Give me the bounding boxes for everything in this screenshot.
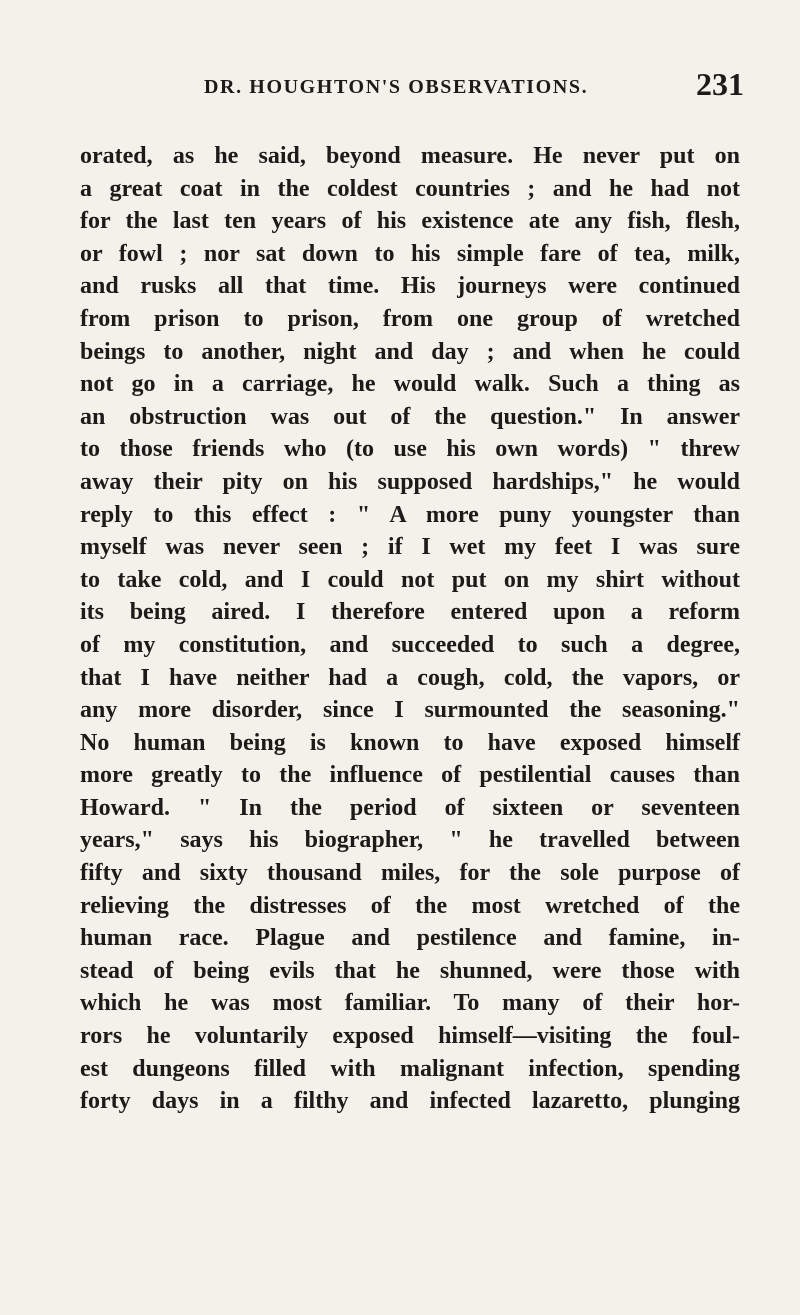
text-line: its being aired. I therefore entered upon a reform: [80, 599, 740, 626]
text-line: stead of being evils that he shunned, were those with: [80, 957, 740, 984]
text-line: which he was most familiar. To many of their hor-: [80, 990, 740, 1017]
text-line: forty days in a filthy and infected lazaretto, plunging: [80, 1088, 740, 1115]
text-line: away their pity on his supposed hardships," he would: [80, 468, 740, 495]
text-line: to take cold, and I could not put on my shirt without: [80, 566, 740, 593]
text-line: No human being is known to have exposed himself: [80, 729, 740, 756]
text-line: human race. Plague and pestilence and famine, in-: [80, 925, 740, 952]
text-line: any more disorder, since I surmounted the seasoning.": [80, 697, 740, 724]
text-line: not go in a carriage, he would walk. Such a thing as: [80, 371, 740, 398]
text-line: years," says his biographer, " he travelled between: [80, 827, 740, 854]
text-line: a great coat in the coldest countries ; and he had not: [80, 175, 740, 202]
text-line: beings to another, night and day ; and when he could: [80, 338, 740, 365]
text-line: Howard. " In the period of sixteen or seventeen: [80, 794, 740, 821]
text-line: that I have neither had a cough, cold, the vapors, or: [80, 664, 740, 691]
text-line: from prison to prison, from one group of wretched: [80, 305, 740, 332]
text-line: myself was never seen ; if I wet my feet I was sure: [80, 534, 740, 561]
text-line: of my constitution, and succeeded to such a degree,: [80, 631, 740, 658]
text-line: orated, as he said, beyond measure. He never put on: [80, 143, 740, 169]
text-line: fifty and sixty thousand miles, for the sole purpose of: [80, 860, 740, 887]
text-line: an obstruction was out of the question." In answer: [80, 403, 740, 430]
text-line: to those friends who (to use his own words) " threw: [80, 436, 740, 463]
body-text: [80, 140, 740, 1118]
text-line: and rusks all that time. His journeys were continued: [80, 273, 740, 300]
page-number: 231: [696, 66, 744, 102]
text-line: for the last ten years of his existence ate any fish, flesh,: [80, 208, 740, 235]
text-line: rors he voluntarily exposed himself—visiting the foul-: [80, 1023, 740, 1050]
text-line: relieving the distresses of the most wretched of the: [80, 892, 740, 919]
text-line: reply to this effect : " A more puny youngster than: [80, 501, 740, 528]
text-line: est dungeons filled with malignant infection, spending: [80, 1055, 740, 1082]
running-head: DR. HOUGHTON'S OBSERVATIONS.: [204, 76, 589, 98]
text-line: or fowl ; nor sat down to his simple fare of tea, milk,: [80, 240, 740, 267]
text-line: more greatly to the influence of pestilential causes than: [80, 762, 740, 789]
